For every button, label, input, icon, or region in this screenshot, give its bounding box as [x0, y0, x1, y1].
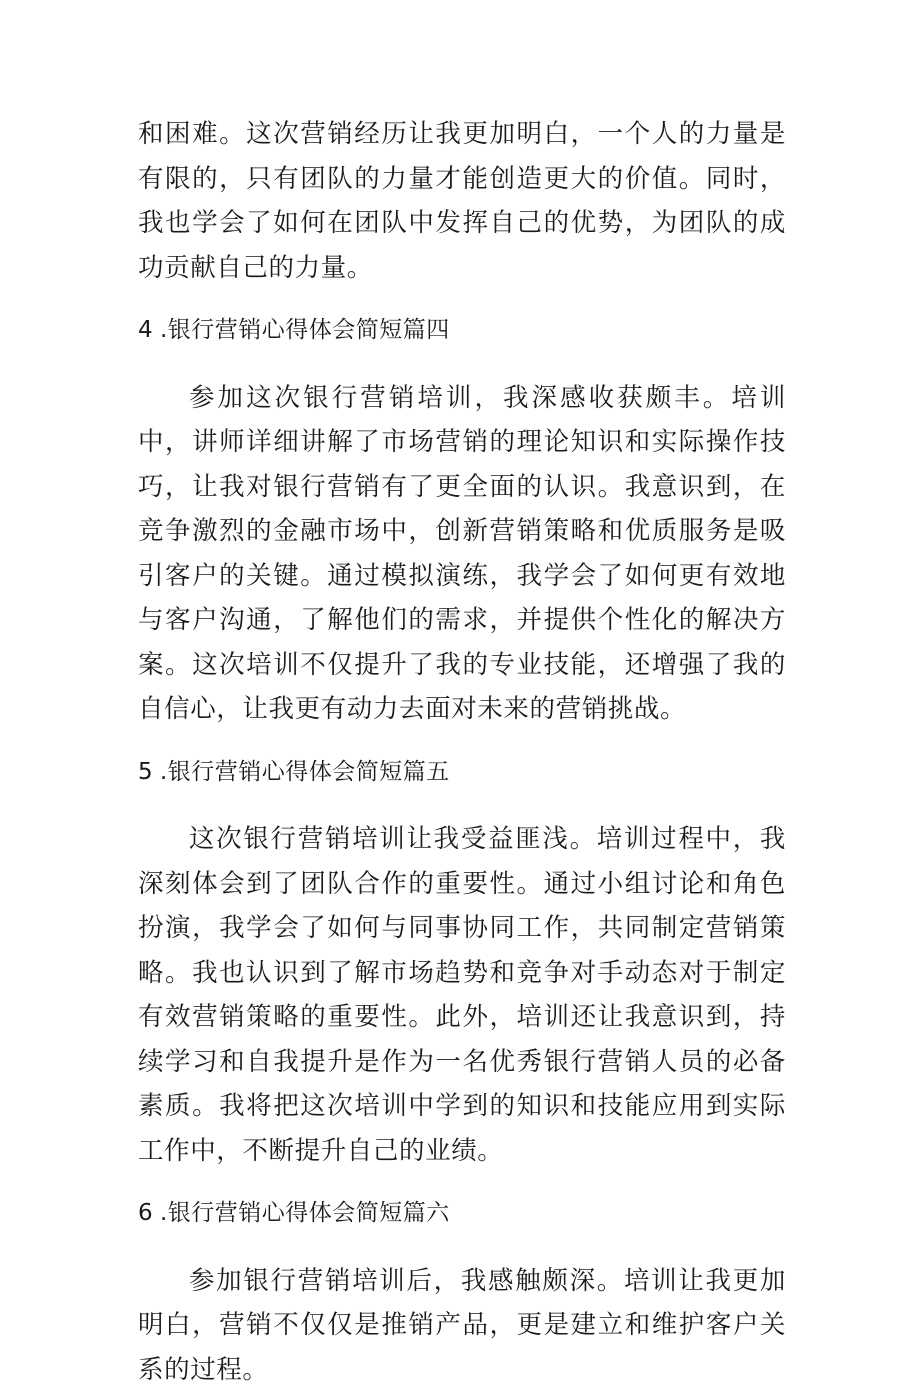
intro-paragraph: 和困难。这次营销经历让我更加明白，一个人的力量是有限的，只有团队的力量才能创造更大的价值。同时，我也学会了如何在团队中发挥自己的优势，为团队的成功贡献自己的力量。 [138, 112, 786, 290]
section-body-5: 这次银行营销培训让我受益匪浅。培训过程中，我深刻体会到了团队合作的重要性。通过小组讨论和角色扮演，我学会了如何与同事协同工作，共同制定营销策略。我也认识到了解市场趋势和竞争对手动态对于制定有效营销策略的重要性。此外，培训还让我意识到，持续学习和自我提升是作为一名优秀银行营销人员的必备素质。我将把这次培训中学到的知识和技能应用到实际工作中，不断提升自己的业绩。 [138, 817, 786, 1173]
section-body-6: 参加银行营销培训后，我感触颇深。培训让我更加明白，营销不仅仅是推销产品，更是建立和维护客户关系的过程。 [138, 1259, 786, 1392]
section-number: 5 [138, 750, 160, 795]
spacer [138, 1173, 786, 1191]
spacer [138, 794, 786, 817]
section-number: 6 [138, 1191, 160, 1236]
section-heading-5 [138, 750, 786, 795]
spacer [138, 1236, 786, 1259]
section-heading-6 [138, 1191, 786, 1236]
document-page [138, 112, 786, 1392]
spacer [138, 732, 786, 750]
spacer [138, 290, 786, 308]
section-title: .银行营销心得体会简短篇四 [160, 317, 450, 343]
section-number: 4 [138, 308, 160, 353]
section-title: .银行营销心得体会简短篇五 [160, 759, 450, 785]
section-heading-4 [138, 308, 786, 353]
section-body-4: 参加这次银行营销培训，我深感收获颇丰。培训中，讲师详细讲解了市场营销的理论知识和实际操作技巧，让我对银行营销有了更全面的认识。我意识到，在竞争激烈的金融市场中，创新营销策略和优质服务是吸引客户的关键。通过模拟演练，我学会了如何更有效地与客户沟通，了解他们的需求，并提供个性化的解决方案。这次培训不仅提升了我的专业技能，还增强了我的自信心，让我更有动力去面对未来的营销挑战。 [138, 376, 786, 732]
spacer [138, 353, 786, 376]
section-title: .银行营销心得体会简短篇六 [160, 1200, 450, 1226]
